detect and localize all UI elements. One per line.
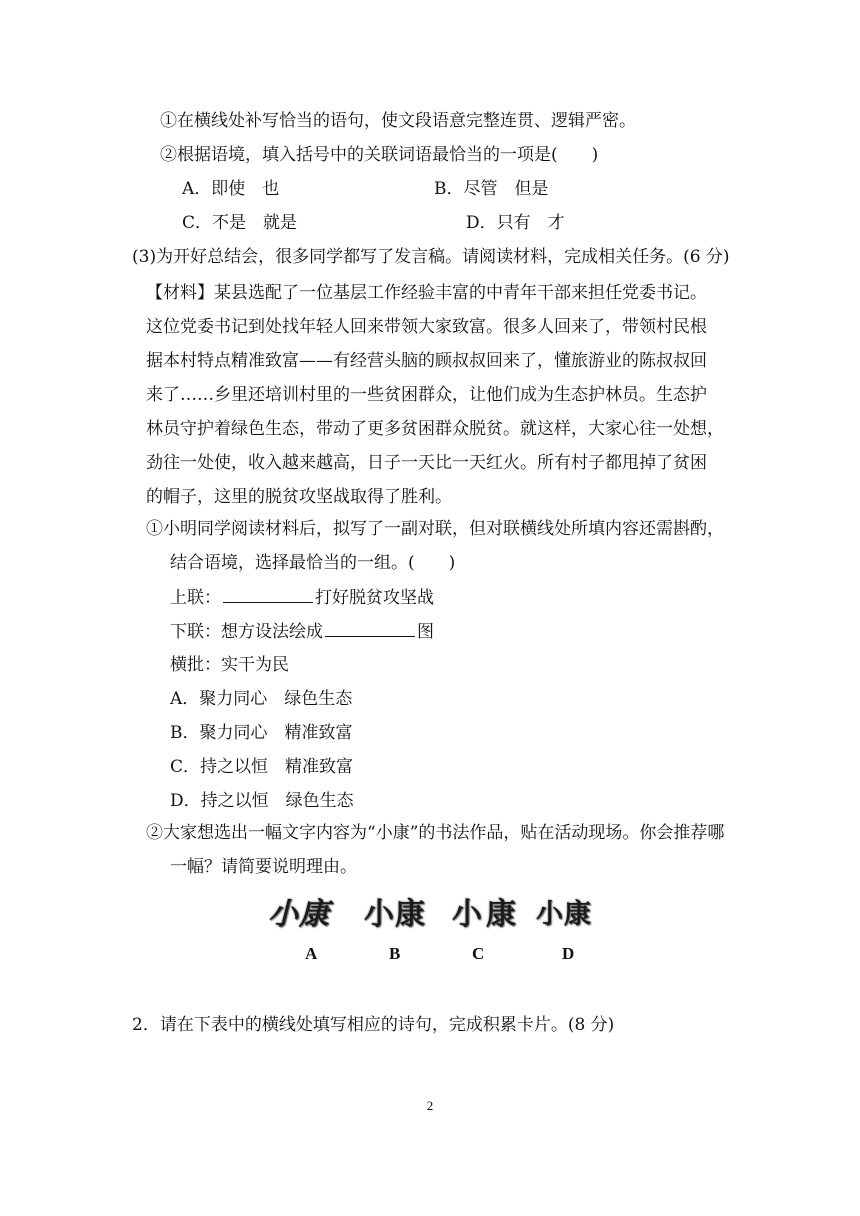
- couplet-option-d: D．持之以恒 绿色生态: [170, 791, 354, 811]
- question-2-stem: 2．请在下表中的横线处填写相应的诗句，完成积累卡片。(8 分): [132, 1015, 615, 1035]
- calligraphy-samples: [268, 898, 608, 938]
- material-line: 据本村特点精准致富——有经营头脑的顾叔叔回来了，懂旅游业的陈叔叔回: [146, 351, 707, 371]
- couplet-lower-suffix: 图: [417, 622, 434, 642]
- calligraphy-c: 小康: [452, 897, 520, 932]
- calligraphy-label-c: C: [472, 944, 485, 963]
- couplet-task-line-1: ①小明同学阅读材料后，拟写了一副对联，但对联横线处所填内容还需斟酌，: [146, 519, 724, 539]
- calligraphy-label-d: D: [562, 944, 575, 963]
- material-line: 的帽子，这里的脱贫攻坚战取得了胜利。: [146, 487, 452, 507]
- option-d: D．只有 才: [466, 213, 565, 233]
- calligraphy-task-line-1: ②大家想选出一幅文字内容为“小康”的书法作品，贴在活动现场。你会推荐哪: [146, 823, 725, 843]
- material-line: 林员守护着绿色生态，带动了更多贫困群众脱贫。就这样，大家心往一处想，: [146, 419, 724, 439]
- material-line: 【材料】某县选配了一位基层工作经验丰富的中青年干部来担任党委书记。: [146, 283, 707, 303]
- couplet-upper-suffix: 打好脱贫攻坚战: [315, 588, 434, 608]
- couplet-option-a: A．聚力同心 绿色生态: [170, 689, 353, 709]
- calligraphy-label-b: B: [389, 944, 401, 963]
- question-3-stem: (3)为开好总结会，很多同学都写了发言稿。请阅读材料，完成相关任务。(6 分): [132, 247, 730, 267]
- couplet-lower-prefix: 下联：想方设法绘成: [170, 622, 323, 642]
- calligraphy-task-line-2: 一幅？请简要说明理由。: [170, 857, 357, 877]
- page-number: 2: [426, 1098, 434, 1113]
- calligraphy-b: 小康: [364, 897, 426, 932]
- option-a: A．即使 也: [182, 179, 280, 199]
- calligraphy-d: 小康: [536, 899, 592, 930]
- option-c: C．不是 就是: [182, 213, 298, 233]
- calligraphy-label-a: A: [305, 944, 318, 963]
- couplet-upper: [170, 586, 434, 609]
- couplet-upper-prefix: 上联：: [170, 588, 221, 608]
- calligraphy-a: 小康: [268, 897, 330, 932]
- couplet-upper-blank[interactable]: [223, 586, 313, 603]
- couplet-lower: [170, 620, 434, 643]
- material-line: 来了……乡里还培训村里的一些贫困群众，让他们成为生态护林员。生态护: [146, 385, 707, 405]
- couplet-option-b: B．聚力同心 精准致富: [170, 723, 353, 743]
- couplet-option-c: C．持之以恒 精准致富: [170, 757, 354, 777]
- couplet-banner: 横批：实干为民: [170, 655, 289, 675]
- couplet-task-line-2: 结合语境，选择最恰当的一组。( ): [170, 553, 456, 573]
- option-b: B．尽管 但是: [434, 179, 549, 199]
- task-instruction-2: ②根据语境，填入括号中的关联词语最恰当的一项是( ): [160, 145, 599, 165]
- material-line: 这位党委书记到处找年轻人回来带领大家致富。很多人回来了，带领村民根: [146, 317, 707, 337]
- material-line: 劲往一处使，收入越来越高，日子一天比一天红火。所有村子都甩掉了贫困: [146, 453, 707, 473]
- task-instruction-1: ①在横线处补写恰当的语句，使文段语意完整连贯、逻辑严密。: [160, 111, 636, 131]
- couplet-lower-blank[interactable]: [325, 620, 415, 637]
